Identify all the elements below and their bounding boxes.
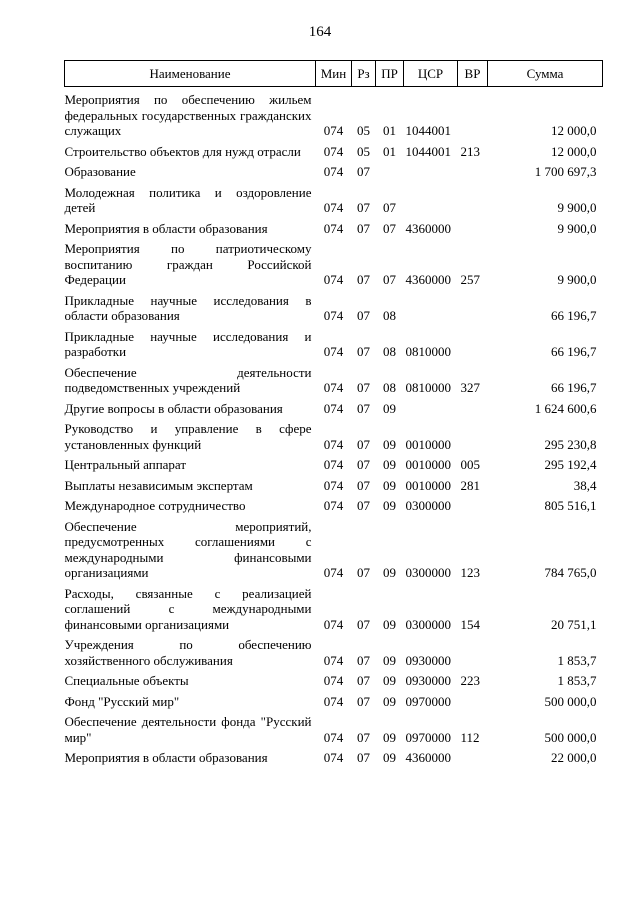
cell-vr bbox=[458, 416, 488, 452]
cell-pr: 09 bbox=[383, 400, 396, 416]
cell-csr: 0970000 bbox=[405, 693, 451, 709]
cell-vr: 005 bbox=[460, 457, 480, 472]
cell-min: 074 bbox=[323, 652, 344, 668]
cell-min: 074 bbox=[323, 477, 344, 493]
cell-name: Расходы, связанные с реализацией соглашений с международными финансовыми организациями bbox=[64, 585, 312, 632]
cell-rz: 05 bbox=[357, 143, 370, 159]
cell-csr bbox=[404, 180, 458, 216]
cell-name: Прикладные научные исследования в области образования bbox=[64, 292, 312, 323]
table-row bbox=[65, 159, 603, 180]
table-row bbox=[65, 452, 603, 473]
cell-pr: 09 bbox=[383, 477, 396, 493]
cell-csr: 1044001 bbox=[405, 123, 451, 138]
cell-name: Мероприятия по патриотическому воспитанию граждан Российской Федерации bbox=[64, 241, 312, 287]
cell-vr bbox=[458, 632, 488, 668]
cell-min: 074 bbox=[323, 750, 344, 765]
cell-rz: 07 bbox=[357, 457, 370, 472]
cell-name: Учреждения по обеспечению хозяйственного обслуживания bbox=[64, 637, 312, 668]
cell-min: 074 bbox=[323, 123, 344, 138]
cell-csr: 1044001 bbox=[405, 143, 451, 159]
cell-rz: 07 bbox=[357, 652, 370, 668]
cell-sum: 805 516,1 bbox=[544, 498, 597, 513]
header-min: Мин bbox=[316, 61, 352, 87]
cell-min: 074 bbox=[323, 693, 344, 709]
cell-min: 074 bbox=[323, 164, 344, 179]
cell-pr: 01 bbox=[383, 123, 396, 138]
cell-csr: 4360000 bbox=[405, 750, 451, 765]
cell-sum: 12 000,0 bbox=[551, 143, 597, 159]
cell-csr: 0930000 bbox=[405, 673, 451, 688]
table-body bbox=[65, 87, 603, 766]
cell-name: Обеспечение мероприятий, предусмотренных соглашениями с международными финансовыми организациями bbox=[64, 518, 312, 580]
cell-csr: 4360000 bbox=[405, 220, 451, 236]
cell-rz: 07 bbox=[357, 498, 370, 513]
cell-vr: 223 bbox=[460, 673, 480, 688]
cell-pr: 09 bbox=[383, 498, 396, 513]
cell-min: 074 bbox=[323, 616, 344, 632]
cell-pr: 01 bbox=[383, 143, 396, 159]
table-row bbox=[65, 493, 603, 514]
cell-rz: 07 bbox=[357, 220, 370, 236]
table-row bbox=[65, 632, 603, 668]
cell-sum: 66 196,7 bbox=[551, 344, 597, 359]
cell-min: 074 bbox=[323, 308, 344, 323]
cell-name: Прикладные научные исследования и разработки bbox=[64, 328, 312, 359]
table-row bbox=[65, 416, 603, 452]
cell-min: 074 bbox=[323, 498, 344, 513]
cell-vr bbox=[458, 324, 488, 360]
cell-min: 074 bbox=[323, 565, 344, 580]
cell-min: 074 bbox=[323, 220, 344, 236]
cell-name: Мероприятия в области образования bbox=[64, 750, 268, 765]
cell-pr: 09 bbox=[383, 565, 396, 580]
cell-pr: 08 bbox=[383, 380, 396, 395]
table-row bbox=[65, 216, 603, 237]
cell-name: Обеспечение деятельности подведомственных учреждений bbox=[64, 364, 312, 395]
cell-name: Мероприятия в области образования bbox=[64, 220, 268, 236]
table-row bbox=[65, 745, 603, 766]
cell-rz: 05 bbox=[357, 123, 370, 138]
cell-sum: 1 853,7 bbox=[557, 673, 597, 688]
cell-vr bbox=[458, 180, 488, 216]
cell-min: 074 bbox=[323, 380, 344, 395]
table-row bbox=[65, 581, 603, 633]
cell-rz: 07 bbox=[357, 436, 370, 452]
cell-vr: 257 bbox=[460, 272, 480, 287]
cell-csr: 0010000 bbox=[405, 457, 451, 472]
cell-rz: 07 bbox=[357, 200, 370, 215]
cell-rz: 07 bbox=[357, 477, 370, 493]
cell-csr: 0810000 bbox=[405, 344, 451, 359]
header-rz: Рз bbox=[352, 61, 376, 87]
cell-pr: 09 bbox=[383, 750, 396, 765]
cell-pr: 09 bbox=[383, 729, 396, 745]
cell-vr bbox=[458, 745, 488, 766]
cell-sum: 22 000,0 bbox=[551, 750, 597, 765]
cell-sum: 9 900,0 bbox=[557, 220, 597, 236]
cell-sum: 9 900,0 bbox=[557, 272, 597, 287]
cell-rz: 07 bbox=[357, 308, 370, 323]
cell-name: Образование bbox=[64, 164, 136, 179]
cell-vr: 213 bbox=[460, 143, 480, 159]
cell-vr bbox=[458, 689, 488, 710]
cell-vr bbox=[458, 159, 488, 180]
cell-csr: 0300000 bbox=[405, 616, 451, 632]
cell-name: Фонд "Русский мир" bbox=[64, 693, 180, 709]
cell-pr bbox=[376, 159, 404, 180]
cell-name: Руководство и управление в сфере установленных функций bbox=[64, 421, 312, 452]
cell-csr bbox=[404, 159, 458, 180]
cell-sum: 12 000,0 bbox=[551, 123, 597, 138]
cell-vr: 327 bbox=[460, 380, 480, 395]
cell-pr: 07 bbox=[383, 272, 396, 287]
cell-csr: 0810000 bbox=[405, 380, 451, 395]
cell-min: 074 bbox=[323, 344, 344, 359]
cell-rz: 07 bbox=[357, 380, 370, 395]
cell-csr: 0930000 bbox=[405, 652, 451, 668]
cell-csr: 0010000 bbox=[405, 436, 451, 452]
cell-rz: 07 bbox=[357, 673, 370, 688]
cell-csr bbox=[404, 396, 458, 417]
cell-rz: 07 bbox=[357, 344, 370, 359]
cell-sum: 66 196,7 bbox=[551, 380, 597, 395]
page-number: 164 bbox=[308, 24, 332, 40]
cell-pr: 09 bbox=[383, 616, 396, 632]
table-row bbox=[65, 236, 603, 288]
cell-vr bbox=[458, 216, 488, 237]
table-row bbox=[65, 709, 603, 745]
cell-rz: 07 bbox=[357, 693, 370, 709]
header-sum: Сумма bbox=[488, 61, 603, 87]
cell-pr: 07 bbox=[383, 220, 396, 236]
header-csr: ЦСР bbox=[404, 61, 458, 87]
cell-vr: 112 bbox=[460, 729, 480, 745]
header-pr: ПР bbox=[376, 61, 404, 87]
cell-rz: 07 bbox=[357, 616, 370, 632]
cell-min: 074 bbox=[323, 143, 344, 159]
cell-vr bbox=[458, 396, 488, 417]
header-name: Наименование bbox=[65, 61, 316, 87]
cell-sum: 1 700 697,3 bbox=[534, 164, 597, 179]
table-row bbox=[65, 139, 603, 160]
cell-min: 074 bbox=[323, 729, 344, 745]
cell-sum: 784 765,0 bbox=[544, 565, 597, 580]
table-row bbox=[65, 689, 603, 710]
cell-min: 074 bbox=[323, 200, 344, 215]
table-row bbox=[65, 324, 603, 360]
cell-sum: 9 900,0 bbox=[557, 200, 597, 215]
cell-name: Выплаты независимым экспертам bbox=[64, 477, 253, 493]
cell-sum: 500 000,0 bbox=[544, 693, 597, 709]
budget-table bbox=[64, 60, 603, 766]
table-row bbox=[65, 288, 603, 324]
cell-rz: 07 bbox=[357, 565, 370, 580]
table-header bbox=[65, 61, 603, 87]
cell-name: Строительство объектов для нужд отрасли bbox=[64, 143, 301, 159]
cell-csr: 4360000 bbox=[405, 272, 451, 287]
cell-csr: 0010000 bbox=[405, 477, 451, 493]
cell-sum: 295 192,4 bbox=[544, 457, 597, 472]
table-row bbox=[65, 87, 603, 139]
cell-rz: 07 bbox=[357, 272, 370, 287]
cell-min: 074 bbox=[323, 673, 344, 688]
cell-min: 074 bbox=[323, 400, 344, 416]
cell-min: 074 bbox=[323, 436, 344, 452]
cell-csr bbox=[404, 288, 458, 324]
cell-pr: 09 bbox=[383, 693, 396, 709]
table-row bbox=[65, 360, 603, 396]
cell-name: Международное сотрудничество bbox=[64, 498, 246, 513]
cell-name: Обеспечение деятельности фонда "Русский мир" bbox=[64, 714, 312, 745]
cell-pr: 08 bbox=[383, 308, 396, 323]
cell-sum: 66 196,7 bbox=[551, 308, 597, 323]
cell-sum: 1 853,7 bbox=[557, 652, 597, 668]
cell-pr: 09 bbox=[383, 436, 396, 452]
cell-sum: 1 624 600,6 bbox=[534, 400, 597, 416]
cell-vr bbox=[458, 493, 488, 514]
cell-min: 074 bbox=[323, 457, 344, 472]
cell-rz: 07 bbox=[357, 750, 370, 765]
cell-pr: 09 bbox=[383, 457, 396, 472]
cell-sum: 38,4 bbox=[573, 477, 597, 493]
cell-vr: 154 bbox=[460, 616, 480, 632]
cell-name: Центральный аппарат bbox=[64, 457, 187, 472]
cell-pr: 08 bbox=[383, 344, 396, 359]
cell-sum: 20 751,1 bbox=[551, 616, 597, 632]
cell-csr: 0300000 bbox=[405, 565, 451, 580]
cell-rz: 07 bbox=[357, 729, 370, 745]
cell-csr: 0300000 bbox=[405, 498, 451, 513]
cell-rz: 07 bbox=[357, 400, 370, 416]
cell-name: Другие вопросы в области образования bbox=[64, 400, 283, 416]
cell-vr bbox=[458, 87, 488, 139]
cell-pr: 09 bbox=[383, 673, 396, 688]
cell-vr bbox=[458, 288, 488, 324]
cell-vr: 281 bbox=[460, 477, 480, 493]
cell-sum: 500 000,0 bbox=[544, 729, 597, 745]
cell-name: Молодежная политика и оздоровление детей bbox=[64, 184, 312, 215]
header-vr: ВР bbox=[458, 61, 488, 87]
table-row bbox=[65, 514, 603, 581]
cell-csr: 0970000 bbox=[405, 729, 451, 745]
cell-name: Мероприятия по обеспечению жильем федеральных государственных гражданских служащих bbox=[64, 92, 312, 138]
table-row bbox=[65, 668, 603, 689]
table-row bbox=[65, 396, 603, 417]
table-row bbox=[65, 473, 603, 494]
cell-pr: 09 bbox=[383, 652, 396, 668]
table-row bbox=[65, 180, 603, 216]
cell-pr: 07 bbox=[383, 200, 396, 215]
cell-rz: 07 bbox=[357, 164, 370, 179]
cell-min: 074 bbox=[323, 272, 344, 287]
cell-name: Специальные объекты bbox=[64, 673, 189, 688]
cell-vr: 123 bbox=[460, 565, 480, 580]
cell-sum: 295 230,8 bbox=[544, 436, 597, 452]
